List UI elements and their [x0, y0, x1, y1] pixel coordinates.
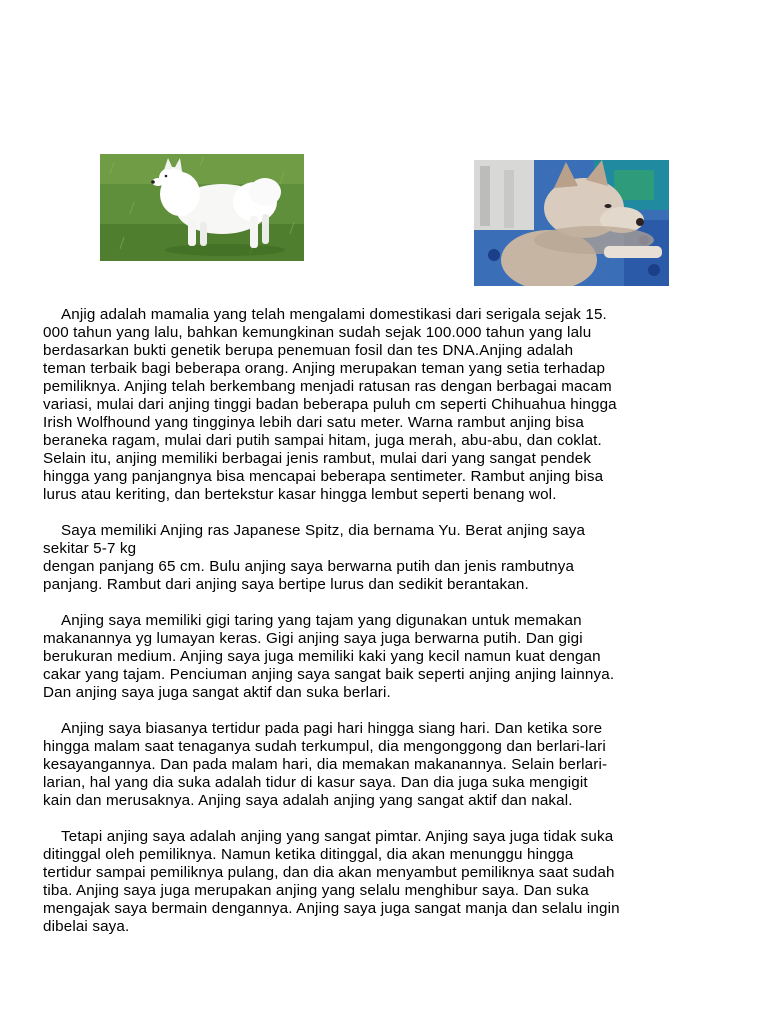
text-line: pemiliknya. Anjing telah berkembang menjadi ratusan ras dengan berbagai macam	[43, 378, 612, 395]
dog-on-grass-image	[100, 154, 304, 261]
paragraph-5	[43, 828, 715, 936]
dog-photo-bed	[474, 160, 669, 286]
text-line: Anjing saya biasanya tertidur pada pagi hari hingga siang hari. Dan ketika sore	[61, 720, 603, 737]
text-line: beraneka ragam, mulai dari putih sampai hitam, juga merah, abu-abu, dan coklat.	[43, 432, 602, 449]
dog-on-bed-image	[474, 160, 669, 286]
text-line: ditinggal oleh pemiliknya. Namun ketika ditinggal, dia akan menunggu hingga	[43, 846, 574, 863]
paragraph-3	[43, 612, 715, 702]
paragraph-1	[43, 306, 715, 504]
text-line: 000 tahun yang lalu, bahkan kemungkinan sudah sejak 100.000 tahun yang lalu	[43, 324, 592, 341]
text-line: dengan panjang 65 cm. Bulu anjing saya berwarna putih dan jenis rambutnya	[43, 558, 575, 575]
text-line: kesayangannya. Dan pada malam hari, dia memakan makanannya. Selain berlari-	[43, 756, 608, 773]
dog-photo-grass	[100, 154, 304, 261]
text-line: makanannya yg lumayan keras. Gigi anjing saya juga berwarna putih. Dan gigi	[43, 630, 583, 647]
text-line: hingga yang panjangnya bisa mencapai beberapa sentimeter. Rambut anjing bisa	[43, 468, 604, 485]
paragraph-2	[43, 522, 715, 594]
text-line: tertidur sampai pemiliknya pulang, dan dia akan menyambut pemiliknya saat sudah	[43, 864, 615, 881]
text-line: Selain itu, anjing memiliki berbagai jenis rambut, mulai dari yang sangat pendek	[43, 450, 592, 467]
article-body	[43, 306, 715, 954]
text-line: variasi, mulai dari anjing tinggi badan beberapa puluh cm seperti Chihuahua hingga	[43, 396, 617, 413]
text-line: berdasarkan bukti genetik berupa penemuan fosil dan tes DNA.Anjing adalah	[43, 342, 574, 359]
text-line: mengajak saya bermain dengannya. Anjing saya juga sangat manja dan selalu ingin	[43, 900, 620, 917]
text-line: sekitar 5-7 kg	[43, 540, 137, 557]
text-line: teman terbaik bagi beberapa orang. Anjing merupakan teman yang setia terhadap	[43, 360, 606, 377]
text-line: tiba. Anjing saya juga merupakan anjing yang selalu menghibur saya. Dan suka	[43, 882, 589, 899]
text-line: panjang. Rambut dari anjing saya bertipe lurus dan sedikit berantakan.	[43, 576, 529, 593]
text-line: Anjig adalah mamalia yang telah mengalami domestikasi dari serigala sejak 15.	[61, 306, 607, 323]
paragraph-4	[43, 720, 715, 810]
text-line: Saya memiliki Anjing ras Japanese Spitz, dia bernama Yu. Berat anjing saya	[61, 522, 586, 539]
text-line: cakar yang tajam. Penciuman anjing saya sangat baik seperti anjing anjing lainnya.	[43, 666, 615, 683]
text-line: Dan anjing saya juga sangat aktif dan suka berlari.	[43, 684, 391, 701]
text-line: hingga malam saat tenaganya sudah terkumpul, dia mengonggong dan berlari-lari	[43, 738, 606, 755]
text-line: Anjing saya memiliki gigi taring yang tajam yang digunakan untuk memakan	[61, 612, 582, 629]
text-line: Irish Wolfhound yang tingginya lebih dari satu meter. Warna rambut anjing bisa	[43, 414, 585, 431]
text-line: lurus atau keriting, dan bertekstur kasar hingga lembut seperti benang wol.	[43, 486, 557, 503]
text-line: kain dan merusaknya. Anjing saya adalah anjing yang sangat aktif dan nakal.	[43, 792, 573, 809]
text-line: larian, hal yang dia suka adalah tidur di kasur saya. Dan dia juga suka mengigit	[43, 774, 588, 791]
text-line: Tetapi anjing saya adalah anjing yang sangat pimtar. Anjing saya juga tidak suka	[61, 828, 614, 845]
text-line: berukuran medium. Anjing saya juga memiliki kaki yang kecil namun kuat dengan	[43, 648, 601, 665]
text-line: dibelai saya.	[43, 918, 130, 935]
